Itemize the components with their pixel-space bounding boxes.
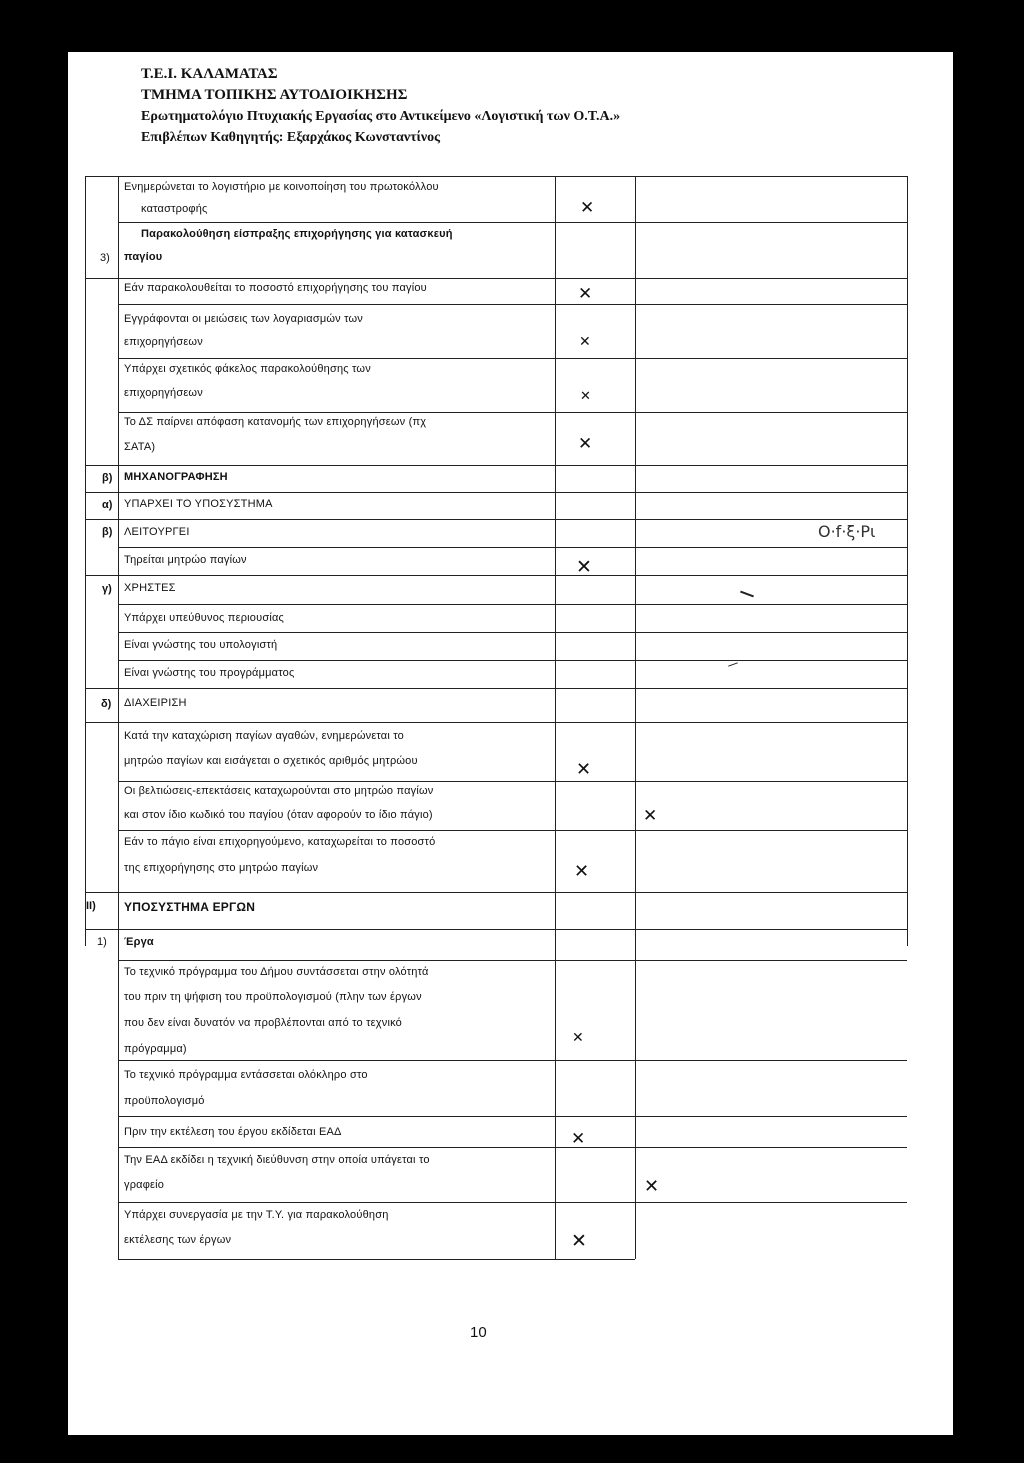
question-text: μητρώο παγίων και εισάγεται ο σχετικός αριθμός μητρώου	[124, 755, 418, 767]
table-line	[85, 465, 907, 466]
table-line	[118, 1202, 907, 1203]
table-line	[118, 547, 907, 548]
row-label: β)	[102, 526, 113, 538]
supervisor-line: Επιβλέπων Καθηγητής: Εξαρχάκος Κωνσταντίνος	[141, 130, 441, 145]
question-text: Εάν το πάγιο είναι επιχορηγούμενο, καταχωρείται το ποσοστό	[124, 836, 436, 848]
check-mark-icon: ✕	[578, 434, 593, 454]
section-heading: ΔΙΑΧΕΙΡΙΣΗ	[124, 697, 187, 709]
section-heading: ΜΗΧΑΝΟΓΡΑΦΗΣΗ	[124, 471, 228, 483]
check-mark-icon: ✕	[576, 556, 592, 578]
section-heading: ΥΠΑΡΧΕΙ ΤΟ ΥΠΟΣΥΣΤΗΜΑ	[124, 498, 273, 510]
question-text: Εγγράφονται οι μειώσεις των λογαριασμών των	[124, 313, 363, 325]
question-text: της επιχορήγησης στο μητρώο παγίων	[124, 862, 319, 874]
check-mark-icon: ✕	[572, 1030, 584, 1046]
check-mark-icon: ✕	[644, 1176, 660, 1197]
question-text: καταστροφής	[141, 203, 208, 215]
question-text: Τηρείται μητρώο παγίων	[124, 554, 247, 566]
table-line	[118, 830, 907, 831]
question-text: Το τεχνικό πρόγραμμα εντάσσεται ολόκληρο στο	[124, 1069, 368, 1081]
department-name: ΤΜΗΜΑ ΤΟΠΙΚΗΣ ΑΥΤΟΔΙΟΙΚΗΣΗΣ	[141, 87, 408, 103]
table-line	[635, 176, 636, 1259]
question-text: Έργα	[124, 936, 154, 948]
check-mark-icon: ✕	[571, 1230, 587, 1252]
question-text: ΣΑΤΑ)	[124, 441, 156, 453]
table-line	[118, 176, 119, 1259]
question-text: Την ΕΑΔ εκδίδει η τεχνική διεύθυνση στην οποία υπάγεται το	[124, 1154, 430, 1166]
question-text: που δεν είναι δυνατόν να προβλέπονται από το τεχνικό	[124, 1017, 402, 1029]
table-line	[85, 722, 907, 723]
section-heading: ΧΡΗΣΤΕΣ	[124, 582, 176, 594]
check-mark-icon: ✕	[574, 861, 590, 882]
page-number: 10	[470, 1324, 487, 1341]
question-text: Είναι γνώστης του προγράμματος	[124, 667, 295, 679]
row-label: γ)	[102, 583, 112, 595]
check-mark-icon: ✕	[580, 198, 595, 218]
question-text: Το τεχνικό πρόγραμμα του Δήμου συντάσσεται στην ολότητά	[124, 966, 429, 978]
row-label: β)	[102, 472, 113, 484]
table-line	[85, 929, 907, 930]
check-mark-icon: ✕	[579, 334, 591, 350]
section-heading: ΛΕΙΤΟΥΡΓΕΙ	[124, 526, 190, 538]
table-line	[118, 632, 907, 633]
check-mark-icon: ✕	[578, 284, 593, 304]
table-line	[118, 1116, 907, 1117]
question-text: Το ΔΣ παίρνει απόφαση κατανομής των επιχορηγήσεων (πχ	[124, 416, 427, 428]
question-text: Παρακολούθηση είσπραξης επιχορήγησης για κατασκευή	[141, 228, 453, 240]
table-line	[118, 1147, 907, 1148]
row-label: α)	[102, 499, 113, 511]
table-line	[118, 781, 907, 782]
table-line	[118, 358, 907, 359]
table-line	[118, 1060, 907, 1061]
question-text: επιχορηγήσεων	[124, 336, 203, 348]
question-text: και στον ίδιο κωδικό του παγίου (όταν αφορούν το ίδιο πάγιο)	[124, 809, 433, 821]
table-line	[118, 304, 907, 305]
table-line	[85, 176, 907, 177]
table-line	[85, 278, 907, 279]
check-mark-icon: ✕	[643, 806, 658, 826]
question-text: εκτέλεσης των έργων	[124, 1234, 232, 1246]
row-label: δ)	[101, 698, 112, 710]
question-text: Κατά την καταχώριση παγίων αγαθών, ενημερώνεται το	[124, 730, 404, 742]
scribble-mark	[728, 662, 738, 666]
table-line	[555, 176, 556, 1259]
table-line	[85, 519, 907, 520]
question-text: Είναι γνώστης του υπολογιστή	[124, 639, 278, 651]
table-line	[85, 688, 907, 689]
scribble-mark	[740, 591, 754, 598]
table-line	[118, 960, 907, 961]
check-mark-icon: ✕	[571, 1129, 586, 1149]
row-label: 3)	[100, 252, 110, 264]
table-line	[118, 412, 907, 413]
row-label: 1)	[97, 936, 107, 948]
table-line	[118, 660, 907, 661]
question-text: Ενημερώνεται το λογιστήριο με κοινοποίηση του πρωτοκόλλου	[124, 181, 439, 193]
question-text: παγίου	[124, 251, 163, 263]
table-line	[118, 1259, 635, 1260]
table-line	[85, 492, 907, 493]
handwritten-note: Ο·f·ξ·Ρι	[818, 522, 876, 541]
table-line	[85, 176, 86, 946]
table-line	[118, 604, 907, 605]
question-text: Υπάρχει συνεργασία με την Τ.Υ. για παρακολούθηση	[124, 1209, 389, 1221]
question-text: Εάν παρακολουθείται το ποσοστό επιχορήγησης του παγίου	[124, 282, 427, 294]
institution-name: T.E.I. ΚΑΛΑΜΑΤΑΣ	[141, 66, 278, 82]
check-mark-icon: ✕	[580, 389, 591, 404]
questionnaire-title: Ερωτηματολόγιο Πτυχιακής Εργασίας στο Αντικείμενο «Λογιστική των Ο.Τ.Α.»	[141, 109, 621, 124]
question-text: Πριν την εκτέλεση του έργου εκδίδεται ΕΑΔ	[124, 1126, 342, 1138]
document-page	[68, 52, 953, 1435]
question-text: Υπάρχει υπεύθυνος περιουσίας	[124, 612, 285, 624]
table-line	[118, 222, 907, 223]
question-text: πρόγραμμα)	[124, 1043, 187, 1055]
question-text: γραφείο	[124, 1179, 165, 1191]
table-line	[907, 176, 908, 946]
question-text: του πριν τη ψήφιση του προϋπολογισμού (πλην των έργων	[124, 991, 422, 1003]
question-text: Υπάρχει σχετικός φάκελος παρακολούθησης των	[124, 363, 371, 375]
question-text: Οι βελτιώσεις-επεκτάσεις καταχωρούνται στο μητρώο παγίων	[124, 785, 434, 797]
check-mark-icon: ✕	[576, 759, 592, 780]
row-label: II)	[86, 900, 96, 912]
table-line	[85, 892, 907, 893]
section-heading: ΥΠΟΣΥΣΤΗΜΑ ΕΡΓΩΝ	[124, 900, 256, 914]
question-text: προϋπολογισμό	[124, 1095, 205, 1107]
table-line	[85, 575, 907, 576]
question-text: επιχορηγήσεων	[124, 387, 203, 399]
